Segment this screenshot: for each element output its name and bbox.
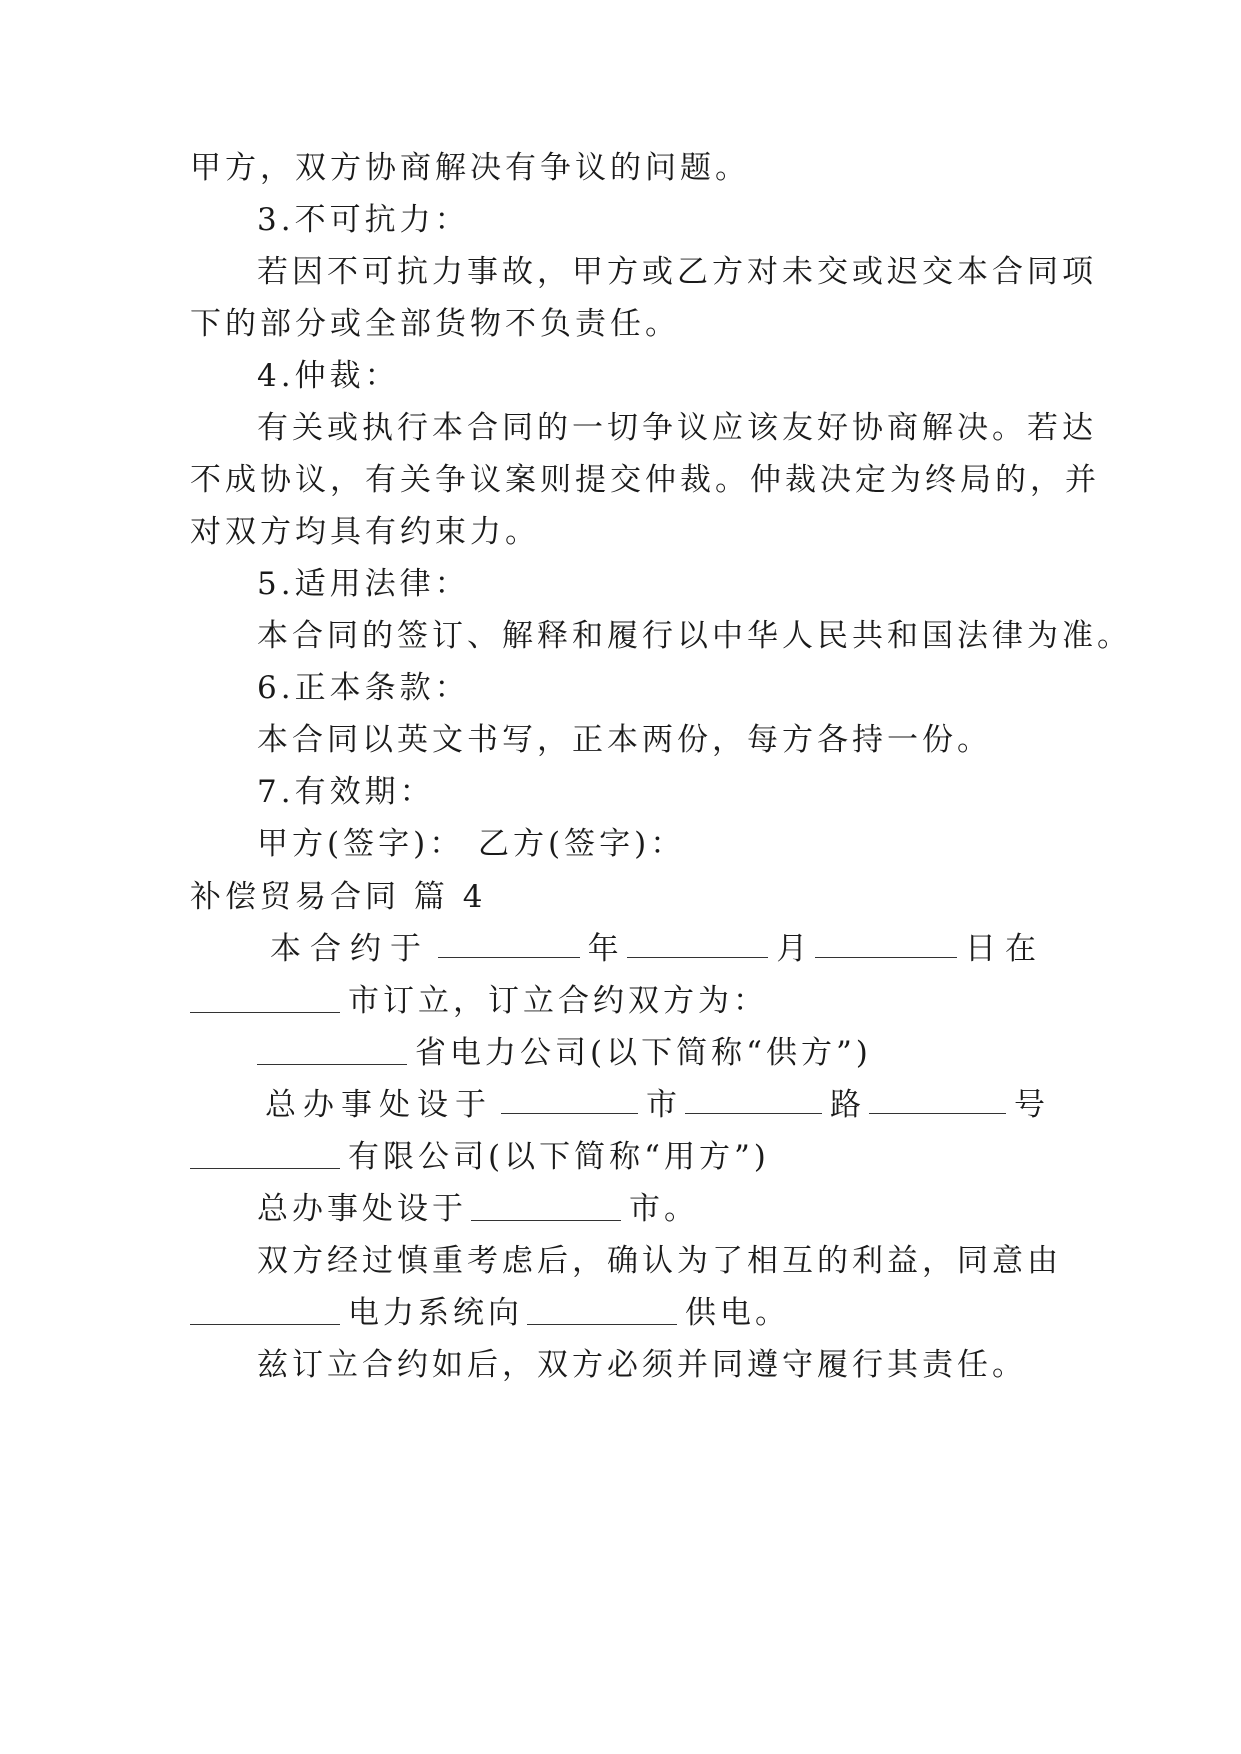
blank-field-company	[190, 1140, 340, 1169]
text-segment: 本合约于	[270, 931, 430, 967]
agreement-place-line	[190, 981, 768, 1021]
user-line	[190, 1137, 770, 1177]
paragraph-line: 双方经过慎重考虑后，确认为了相互的利益，同意由	[257, 1243, 1062, 1279]
paragraph-line: 甲方，双方协商解决有争议的问题。	[190, 150, 750, 186]
paragraph-line: 下的部分或全部货物不负责任。	[190, 306, 680, 342]
text-segment: 月	[776, 931, 808, 967]
agreement-date-line	[270, 929, 1045, 969]
blank-field-province	[257, 1036, 407, 1065]
text-segment: 市	[646, 1087, 677, 1123]
blank-field-number	[869, 1085, 1006, 1114]
supplier-address-line	[265, 1085, 1045, 1125]
text-segment: 供电。	[685, 1295, 790, 1331]
paragraph-line: 兹订立合约如后，双方必须并同遵守履行其责任。	[257, 1347, 1027, 1383]
text-segment: 有限公司(以下简称“用方”)	[348, 1139, 770, 1175]
paragraph-line: 本合同以英文书写，正本两份，每方各持一份。	[257, 722, 992, 758]
text-segment: 号	[1014, 1087, 1045, 1123]
clause-heading: 3.不可抗力：	[257, 202, 470, 238]
blank-field-city	[501, 1085, 638, 1114]
paragraph-line: 若因不可抗力事故，甲方或乙方对未交或迟交本合同项	[257, 254, 1097, 290]
signature-line: 甲方(签字)： 乙方(签字)：	[257, 826, 686, 862]
clause-heading: 7.有效期：	[257, 774, 435, 810]
text-segment: 年	[587, 931, 619, 967]
text-segment: 市订立，订立合约双方为：	[348, 983, 768, 1019]
section-title: 补偿贸易合同 篇 4	[190, 879, 487, 915]
paragraph-line: 对双方均具有约束力。	[190, 514, 540, 550]
blank-field-city	[471, 1192, 621, 1221]
text-segment: 电力系统向	[348, 1295, 523, 1331]
blank-field-day	[815, 929, 957, 958]
text-segment: 市。	[629, 1191, 699, 1227]
paragraph-line: 有关或执行本合同的一切争议应该友好协商解决。若达	[257, 410, 1097, 446]
blank-field-month	[627, 929, 769, 958]
blank-field-road	[685, 1085, 822, 1114]
text-segment: 路	[830, 1087, 861, 1123]
clause-heading: 6.正本条款：	[257, 670, 470, 706]
clause-heading: 4.仲裁：	[257, 358, 400, 394]
paragraph-line: 本合同的签订、解释和履行以中华人民共和国法律为准。	[257, 618, 1132, 654]
supplier-line	[257, 1033, 872, 1073]
text-segment: 总办事处设于	[257, 1191, 467, 1227]
paragraph-line: 不成协议，有关争议案则提交仲裁。仲裁决定为终局的，并	[190, 462, 1100, 498]
supply-line	[190, 1293, 790, 1333]
user-address-line	[257, 1189, 699, 1229]
blank-field-recipient	[527, 1296, 677, 1325]
blank-field-year	[438, 929, 580, 958]
blank-field-grid	[190, 1296, 340, 1325]
text-segment: 省电力公司(以下简称“供方”)	[415, 1035, 872, 1071]
clause-heading: 5.适用法律：	[257, 566, 470, 602]
blank-field-city	[190, 984, 340, 1013]
text-segment: 总办事处设于	[265, 1087, 493, 1123]
text-segment: 日在	[965, 931, 1046, 967]
